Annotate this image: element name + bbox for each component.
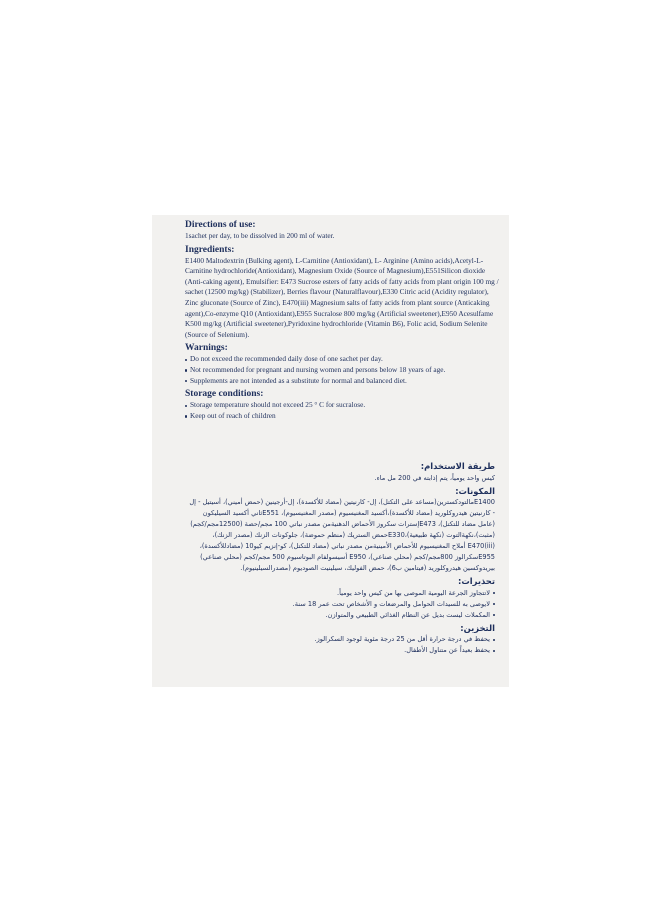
arabic-ingredients-text: E1400مالتودكسترين(مساعد على التكتل)، إل- كارنيتين (مضاد للأكسدة)، إل-أرجينين (حمض أميني)، أسيتيل - إل - كارنيتين هيدروكلوريد (مضاد للأكسدة)،أكسيد المغنيسيوم (مصدر المغنيسيوم)، E551ثاني أكسيد السيليكون (عامل مضاد للتكتل)، E473إسترات سكروز الأحماض الدهنيةمن مصدر نباتي 100 مجم/حصة (12500مجم/كجم) (مثبت)،نكهةالتوت (نكهة طبيعية)،E330حمض الستريك (منظم حموضة)، جلوكونات الزنك (مصدر الزنك)، E470(iii) أملاح المغنيسيوم للأحماض الأمينيةمن مصدر نباتي (مضاد للتكتل)، كو-إنزيم كيو10 (مضادللأكسدة)، E955سكرالوز 800مجم/كجم (محلي صناعي)، E950 أسيسولفام البوتاسيوم 500 مجم/كجم (محلي صناعي) بيريدوكسين هيدروكلوريد (فيتامين ب6)، حمض الفوليك، سيلينيت الصوديوم (مصدرالسيلينيوم). <box>189 498 495 572</box>
warning-item: Not recommended for pregnant and nursing women and persons below 18 years of age. <box>185 365 503 376</box>
warning-item: Supplements are not intended as a substitute for normal and balanced diet. <box>185 376 503 387</box>
arabic-warnings-list <box>189 588 495 621</box>
warnings-heading: Warnings: <box>185 343 228 354</box>
ingredients-heading: Ingredients: <box>185 244 235 255</box>
directions-text: 1sachet per day, to be dissolved in 200 ml of water. <box>185 231 335 240</box>
ingredients-text: E1400 Maltodextrin (Bulking agent), L-Carnitine (Antioxidant), L- Arginine (Amino acids),Acetyl-L- Carnitine hydrochloride(Antioxidant), Magnesium Oxide (Source of Magnesium),E551Silicon dioxide (Anti-caking agent), Emulsifier: E473 Sucrose esters of fatty acids of fatty acids from plant origin 100 mg / sachet (12500 mg/kg) (Stabilizer), Berries flavour (Naturalflavour),E330 Citric acid (Acidity regulator), Zinc gluconate (Source of Zinc), E470(iii) Magnesium salts of fatty acids from plant source (Anticaking agent),Co-enzyme Q10 (Antioxidant),E955 Sucralose 800 mg/kg (Artificial sweetener),E950 Acesulfame K500 mg/kg (Artificial sweetener),Pyridoxine hydrochloride (Vitamin B6), Folic acid, Sodium Selenite (Source of Selenium). <box>185 255 499 339</box>
arabic-section <box>189 461 495 656</box>
arabic-warning-item: المكملات ليست بديل عن النظام الغذائي الطبيعي والمتوازن. <box>189 610 495 621</box>
storage-list <box>185 400 503 421</box>
arabic-warnings-heading: تحذيرات: <box>457 576 495 586</box>
label-panel <box>152 215 509 687</box>
arabic-storage-item: يحفظ في درجة حرارة أقل من 25 درجة مئوية لوجود السكرالوز. <box>189 634 495 645</box>
arabic-storage-item: يحفظ بعيداً عن متناول الأطفال. <box>189 645 495 656</box>
english-section <box>185 220 503 421</box>
arabic-directions-text: كيس واحد يومياً، يتم إذابته في 200 مل ماء. <box>374 473 495 482</box>
arabic-storage-heading: التخزين: <box>460 622 495 633</box>
arabic-warning-item: لايوصى به للسيدات الحوامل والمرضعات و الأشخاص تحت عمر 18 سنة. <box>189 599 495 610</box>
warnings-list <box>185 354 503 386</box>
storage-item: Keep out of reach of children <box>185 411 503 422</box>
storage-heading: Storage conditions: <box>185 389 264 400</box>
directions-heading: Directions of use: <box>185 220 256 230</box>
storage-item: Storage temperature should not exceed 25 ° C for sucralose. <box>185 400 503 411</box>
arabic-storage-list <box>189 634 495 656</box>
arabic-ingredients-heading: المكونات: <box>455 485 495 496</box>
warning-item: Do not exceed the recommended daily dose of one sachet per day. <box>185 354 503 365</box>
arabic-warning-item: لاتتجاوز الجرعة اليومية الموصى بها من كيس واحد يومياً. <box>189 588 495 599</box>
arabic-directions-heading: طريقة الاستخدام: <box>420 461 495 471</box>
